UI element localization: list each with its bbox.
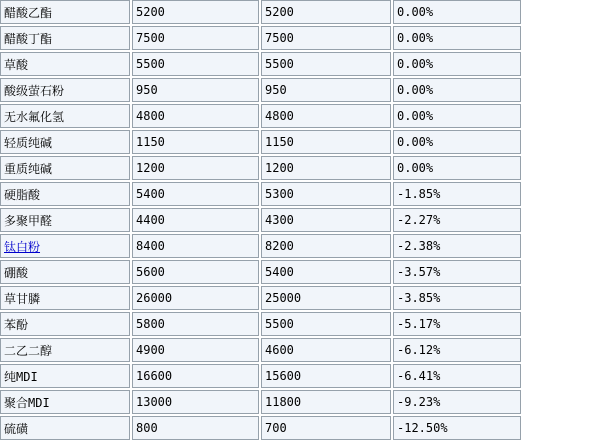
- price2-cell: 11800: [261, 390, 391, 414]
- price2-cell: 5200: [261, 0, 391, 24]
- price1-cell: 5500: [132, 52, 259, 76]
- change-cell: -9.23%: [393, 390, 521, 414]
- table-row: [0, 26, 521, 50]
- change-cell: -2.27%: [393, 208, 521, 232]
- change-cell: -3.85%: [393, 286, 521, 310]
- change-cell: -3.57%: [393, 260, 521, 284]
- product-name-cell: 聚合MDI: [0, 390, 130, 414]
- price1-cell: 800: [132, 416, 259, 440]
- table-row: [0, 390, 521, 414]
- table-row: [0, 182, 521, 206]
- table-row: [0, 208, 521, 232]
- price1-cell: 8400: [132, 234, 259, 258]
- price2-cell: 1200: [261, 156, 391, 180]
- price1-cell: 5800: [132, 312, 259, 336]
- product-name-cell: 硬脂酸: [0, 182, 130, 206]
- product-name-cell: 二乙二醇: [0, 338, 130, 362]
- table-row: [0, 0, 521, 24]
- table-row: [0, 130, 521, 154]
- product-name-cell: 苯酚: [0, 312, 130, 336]
- price2-cell: 1150: [261, 130, 391, 154]
- price1-cell: 5400: [132, 182, 259, 206]
- table-row: [0, 156, 521, 180]
- change-cell: 0.00%: [393, 104, 521, 128]
- price2-cell: 5400: [261, 260, 391, 284]
- price2-cell: 25000: [261, 286, 391, 310]
- change-cell: 0.00%: [393, 26, 521, 50]
- product-name-cell: 草酸: [0, 52, 130, 76]
- change-cell: 0.00%: [393, 156, 521, 180]
- table-row: [0, 260, 521, 284]
- price1-cell: 5200: [132, 0, 259, 24]
- product-name-cell: 纯MDI: [0, 364, 130, 388]
- table-row: [0, 286, 521, 310]
- price1-cell: 1200: [132, 156, 259, 180]
- product-name-cell: 多聚甲醛: [0, 208, 130, 232]
- change-cell: -1.85%: [393, 182, 521, 206]
- price1-cell: 26000: [132, 286, 259, 310]
- product-name-cell: 无水氟化氢: [0, 104, 130, 128]
- price2-cell: 4800: [261, 104, 391, 128]
- product-link[interactable]: 钛白粉: [4, 239, 41, 254]
- product-name-cell: 醋酸丁酯: [0, 26, 130, 50]
- table-row: [0, 234, 521, 258]
- table-row: [0, 416, 521, 440]
- price1-cell: 13000: [132, 390, 259, 414]
- price2-cell: 5500: [261, 312, 391, 336]
- price2-cell: 5300: [261, 182, 391, 206]
- price1-cell: 4800: [132, 104, 259, 128]
- price2-cell: 7500: [261, 26, 391, 50]
- price1-cell: 4400: [132, 208, 259, 232]
- price1-cell: 16600: [132, 364, 259, 388]
- table-row: [0, 78, 521, 102]
- change-cell: -2.38%: [393, 234, 521, 258]
- change-cell: -6.41%: [393, 364, 521, 388]
- table-row: [0, 364, 521, 388]
- price1-cell: 950: [132, 78, 259, 102]
- price1-cell: 1150: [132, 130, 259, 154]
- table-row: [0, 52, 521, 76]
- price2-cell: 15600: [261, 364, 391, 388]
- table-row: [0, 338, 521, 362]
- table-row: [0, 312, 521, 336]
- price1-cell: 7500: [132, 26, 259, 50]
- change-cell: -6.12%: [393, 338, 521, 362]
- change-cell: 0.00%: [393, 0, 521, 24]
- change-cell: 0.00%: [393, 52, 521, 76]
- price2-cell: 5500: [261, 52, 391, 76]
- price2-cell: 4600: [261, 338, 391, 362]
- product-name-cell: 硼酸: [0, 260, 130, 284]
- change-cell: 0.00%: [393, 78, 521, 102]
- product-name-cell: 硫磺: [0, 416, 130, 440]
- change-cell: -5.17%: [393, 312, 521, 336]
- product-name-cell: 重质纯碱: [0, 156, 130, 180]
- price2-cell: 4300: [261, 208, 391, 232]
- product-name-cell: 轻质纯碱: [0, 130, 130, 154]
- price1-cell: 5600: [132, 260, 259, 284]
- product-name-cell: 醋酸乙酯: [0, 0, 130, 24]
- product-name-cell: [0, 234, 130, 258]
- change-cell: -12.50%: [393, 416, 521, 440]
- price1-cell: 4900: [132, 338, 259, 362]
- price2-cell: 700: [261, 416, 391, 440]
- change-cell: 0.00%: [393, 130, 521, 154]
- price2-cell: 950: [261, 78, 391, 102]
- price2-cell: 8200: [261, 234, 391, 258]
- product-name-cell: 草甘膦: [0, 286, 130, 310]
- table-row: [0, 104, 521, 128]
- product-name-cell: 酸级萤石粉: [0, 78, 130, 102]
